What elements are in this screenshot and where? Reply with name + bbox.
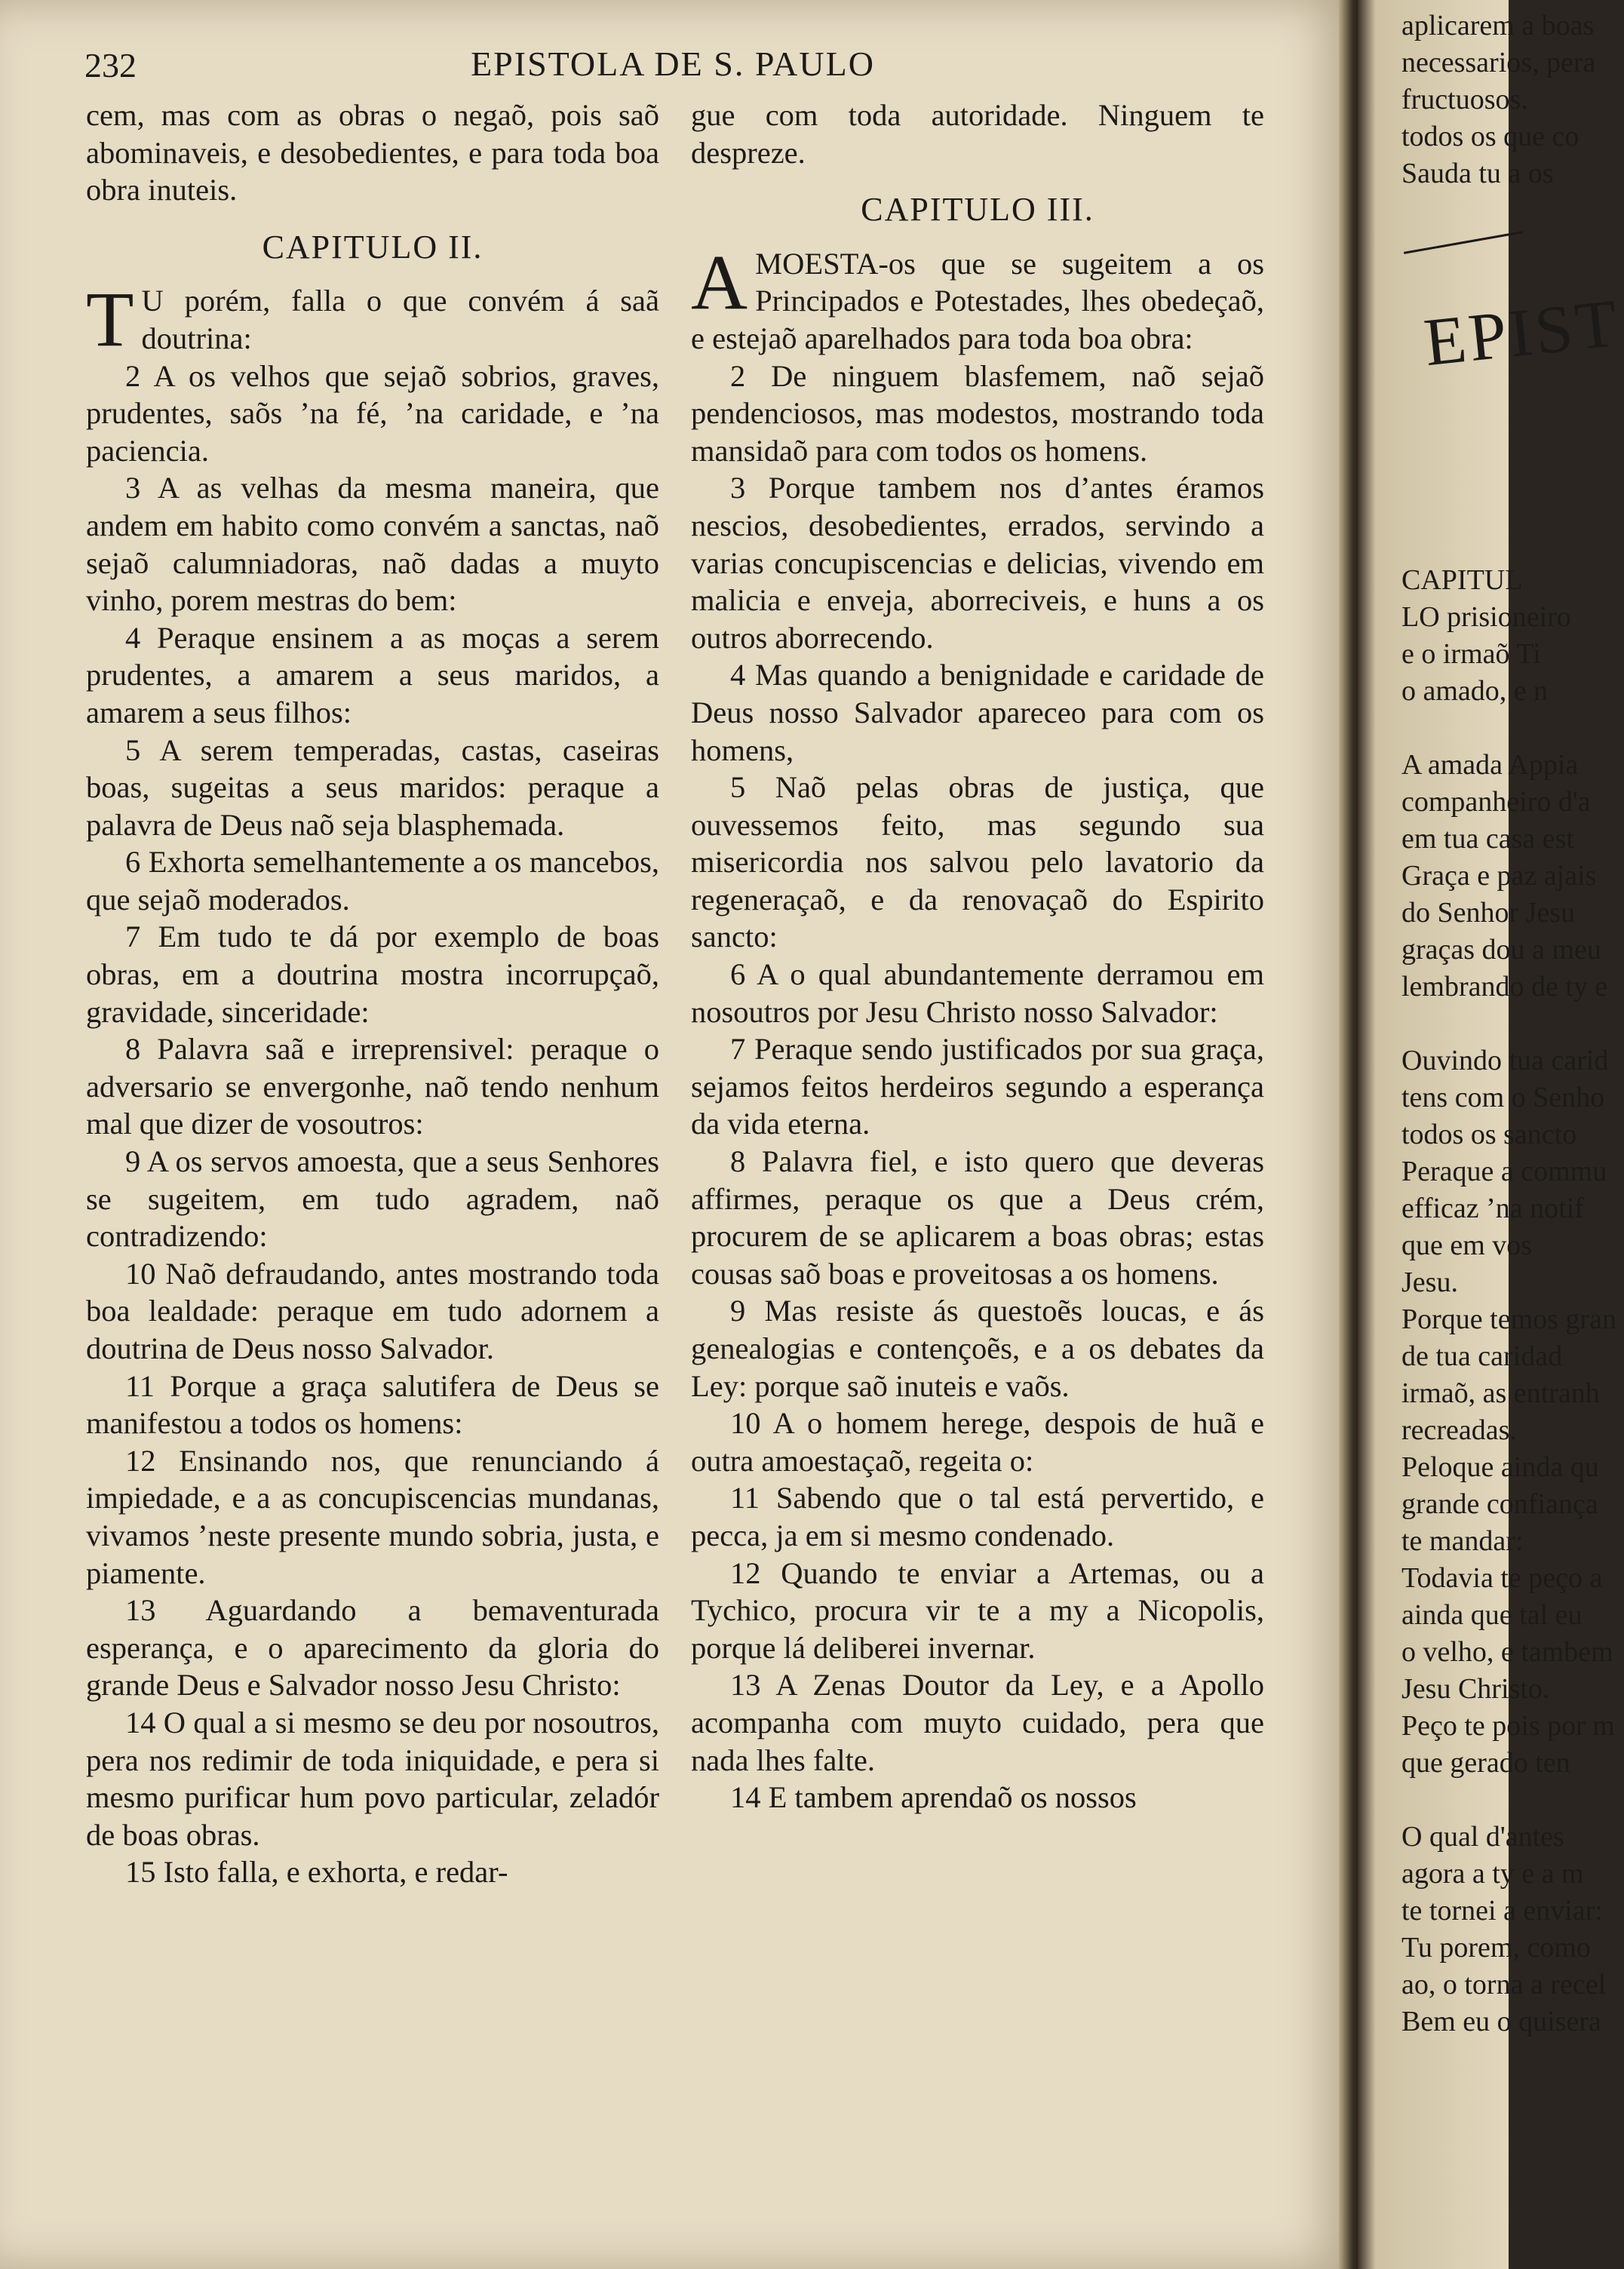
chapter-2-title: CAPITULO II. xyxy=(262,228,484,266)
facing-line: ainda que tal eu xyxy=(1401,1599,1583,1631)
facing-line xyxy=(1401,451,1515,488)
verse: 13 Aguardando a bemaventurada esperança, e o aparecimento da gloria do grande Deus e Salvador nosso Jesu Christo: xyxy=(86,1593,659,1703)
facing-line: o amado, e n xyxy=(1401,675,1549,707)
left-column xyxy=(86,97,659,1891)
facing-line: LO prisioneiro xyxy=(1401,601,1571,633)
verse: 12 Ensinando nos, que renunciando á impiedade, e a as concupiscencias mundanas, vivamos ’neste presente mundo sobria, justa, e piamente. xyxy=(86,1443,659,1590)
verse: 5 Naõ pelas obras de justiça, que ouvessemos feito, mas segundo sua misericordia nos salvou pelo lavatorio da regeneraçaõ, e da renovaçaõ do Espirito sancto: xyxy=(691,770,1264,954)
facing-line xyxy=(1401,340,1515,377)
facing-line xyxy=(1401,710,1515,747)
facing-line: companheiro d'a xyxy=(1401,786,1591,818)
verse: 4 Peraque ensinem a as moças a serem prudentes, a amarem a seus maridos, a amarem a seus filhos: xyxy=(86,620,659,729)
verse: 14 E tambem aprendaõ os nossos xyxy=(730,1780,1137,1815)
verse: 12 Quando te enviar a Artemas, ou a Tychico, procura vir te a my a Nicopolis, porque lá deliberei invernar. xyxy=(691,1555,1264,1665)
drop-cap: T xyxy=(86,276,134,364)
facing-line: ao, o torna a recel xyxy=(1401,1969,1607,2000)
verse: 6 A o qual abundantemente derramou em nosoutros por Jesu Christo nosso Salvador: xyxy=(691,957,1264,1029)
verse: 10 A o homem herege, despois de huã e outra amoestaçaõ, regeita o: xyxy=(691,1406,1264,1478)
verse: 3 A as velhas da mesma maneira, que andem em habito como convém a sanctas, naõ sejaõ calumniadoras, naõ dadas a muyto vinho, porem mestras do bem: xyxy=(86,471,659,618)
verse: 6 Exhorta semelhantemente a os mancebos, que sejaõ moderados. xyxy=(86,845,659,917)
verse: 8 Palavra saã e irreprensivel: peraque o adversario se envergonhe, naõ tendo nenhum mal que dizer de vosoutros: xyxy=(86,1032,659,1141)
drop-cap: A xyxy=(691,238,748,326)
facing-line: Graça e paz ajais xyxy=(1401,860,1597,892)
facing-line: Todavia te peço a xyxy=(1401,1562,1603,1594)
facing-line: fructuosos. xyxy=(1401,84,1528,115)
verse: 13 A Zenas Doutor da Ley, e a Apollo acompanha com muyto cuidado, pera que nada lhes falte. xyxy=(691,1668,1264,1777)
verse-1 xyxy=(691,238,1264,358)
facing-line: O qual d'antes xyxy=(1401,1821,1564,1853)
facing-line: A amada Appia xyxy=(1401,749,1579,781)
facing-line: o velho, e tambem xyxy=(1401,1636,1613,1668)
verse: 15 Isto falla, e exhorta, e redar- xyxy=(125,1855,508,1890)
facing-line xyxy=(1401,377,1515,414)
verse: 4 Mas quando a benignidade e caridade de Deus nosso Salvador apareceo para com os homens, xyxy=(691,658,1264,767)
facing-line: Ouvindo tua carid xyxy=(1401,1045,1609,1076)
facing-line: agora a ty e a m xyxy=(1401,1858,1584,1890)
verse-1-text: MOESTA-os que se sugeitem a os Principados e Potestades, lhes obedeçaõ, e estejaõ aparelhados para toda boa obra: xyxy=(691,246,1264,355)
facing-line: que gerado ten xyxy=(1401,1747,1570,1779)
facing-line: te tornei a enviar: xyxy=(1401,1895,1603,1927)
right-verse-list xyxy=(691,358,1264,1816)
facing-line: grande confiança xyxy=(1401,1488,1598,1520)
facing-line: efficaz ’na notif xyxy=(1401,1193,1584,1224)
verse: 5 A serem temperadas, castas, caseiras boas, sugeitas a seus maridos: peraque a palavra de Deus naõ seja blasphemada. xyxy=(86,732,659,842)
facing-line xyxy=(1401,192,1515,229)
verse-1-text: U porém, falla o que convém á saã doutrina: xyxy=(141,284,659,355)
right-intro-paragraph: gue com toda autoridade. Ninguem te despreze. xyxy=(691,98,1264,170)
facing-line: CAPITUL xyxy=(1401,564,1523,596)
verse: 8 Palavra fiel, e isto quero que deveras affirmes, peraque os que a Deus crém, procurem de se aplicarem a boas obras; estas cousas saõ boas e proveitosas a os homens. xyxy=(691,1144,1264,1291)
facing-page xyxy=(1358,0,1624,2269)
page-number: 232 xyxy=(84,46,137,84)
facing-line: todos os que co xyxy=(1401,121,1579,152)
page-header xyxy=(84,39,1261,92)
left-intro-paragraph: cem, mas com as obras o negaõ, pois saõ abominaveis, e desobedientes, e para toda boa obra inuteis. xyxy=(86,98,659,207)
facing-line: Tu porem, como xyxy=(1401,1932,1591,1963)
facing-line: graças dou a meu xyxy=(1401,934,1601,966)
facing-title: EPIST xyxy=(1420,285,1624,381)
facing-line xyxy=(1401,525,1515,562)
facing-line xyxy=(1401,488,1515,525)
facing-line: do Senhor Jesu xyxy=(1401,897,1576,929)
facing-line: Peloque ainda qu xyxy=(1401,1451,1599,1483)
verse: 11 Porque a graça salutifera de Deus se manifestou a todos os homens: xyxy=(86,1368,659,1441)
facing-line: todos os sancto xyxy=(1401,1119,1577,1150)
verse-1 xyxy=(86,276,659,364)
facing-line: Bem eu o quisera xyxy=(1401,2006,1601,2037)
verse: 11 Sabendo que o tal está pervertido, e pecca, ja em si mesmo condenado. xyxy=(691,1481,1264,1552)
verse: 7 Em tudo te dá por exemplo de boas obras, em a doutrina mostra incorrupçaõ, gravidade, sinceridade: xyxy=(86,920,659,1029)
facing-line xyxy=(1401,1782,1515,1819)
verse: 3 Porque tambem nos d’antes éramos nescios, desobedientes, errados, servindo a varias concupiscencias e delicias, vivendo em malicia e enveja, aborreciveis, e huns a os outros aborrecendo. xyxy=(691,471,1264,655)
facing-line: lembrando de ty e xyxy=(1401,971,1608,1002)
facing-line xyxy=(1401,266,1515,303)
verse: 14 O qual a si mesmo se deu por nosoutros, pera nos redimir de toda iniquidade, e pera si mesmo purificar hum povo particular, zeladór de boas obras. xyxy=(86,1705,659,1852)
facing-line: Peço te pois por m xyxy=(1401,1710,1615,1742)
chapter-3-title: CAPITULO III. xyxy=(861,191,1094,229)
running-title: EPISTOLA DE S. PAULO xyxy=(471,45,875,83)
facing-line: e o irmaõ Ti xyxy=(1401,638,1541,670)
facing-line xyxy=(1401,303,1515,340)
verse: 9 Mas resiste ás questoẽs loucas, e ás genealogias e contençoẽs, e a os debates da Ley: porque saõ inuteis e vaõs. xyxy=(691,1294,1264,1403)
facing-line: recreadas. xyxy=(1401,1414,1517,1446)
facing-line: em tua casa est xyxy=(1401,823,1574,855)
facing-line xyxy=(1401,414,1515,451)
facing-line: Peraque a commu xyxy=(1401,1156,1607,1187)
left-verse-list xyxy=(86,358,659,1891)
facing-line: irmaõ, as entranh xyxy=(1401,1377,1600,1409)
facing-line xyxy=(1401,229,1515,266)
facing-line: de tua caridad xyxy=(1401,1340,1563,1372)
facing-line: necessarios, pera xyxy=(1401,47,1596,78)
facing-line: Jesu Christo. xyxy=(1401,1673,1550,1705)
facing-line: te mandar: xyxy=(1401,1525,1524,1557)
facing-line: tens com o Senho xyxy=(1401,1082,1605,1113)
right-column xyxy=(691,97,1264,1816)
verse: 2 De ninguem blasfemem, naõ sejaõ pendenciosos, mas modestos, mostrando toda mansidaõ para com todos os homens. xyxy=(691,358,1264,468)
facing-line xyxy=(1401,1006,1515,1042)
facing-line: Jesu. xyxy=(1401,1267,1458,1298)
verse: 7 Peraque sendo justificados por sua graça, sejamos feitos herdeiros segundo a esperança da vida eterna. xyxy=(691,1032,1264,1141)
verse: 2 A os velhos que sejaõ sobrios, graves, prudentes, saõs ’na fé, ’na caridade, e ’na paciencia. xyxy=(86,358,659,468)
facing-line: Sauda tu a os xyxy=(1401,158,1554,189)
verse: 10 Naõ defraudando, antes mostrando toda boa lealdade: peraque em tudo adornem a doutrina de Deus nosso Salvador. xyxy=(86,1256,659,1365)
facing-line: Porque temos gran xyxy=(1401,1303,1616,1335)
verse: 9 A os servos amoesta, que a seus Senhores se sugeitem, em tudo agradem, naõ contradizendo: xyxy=(86,1144,659,1254)
facing-line: que em vos xyxy=(1401,1230,1533,1261)
facing-line: aplicarem a boas xyxy=(1401,10,1595,41)
